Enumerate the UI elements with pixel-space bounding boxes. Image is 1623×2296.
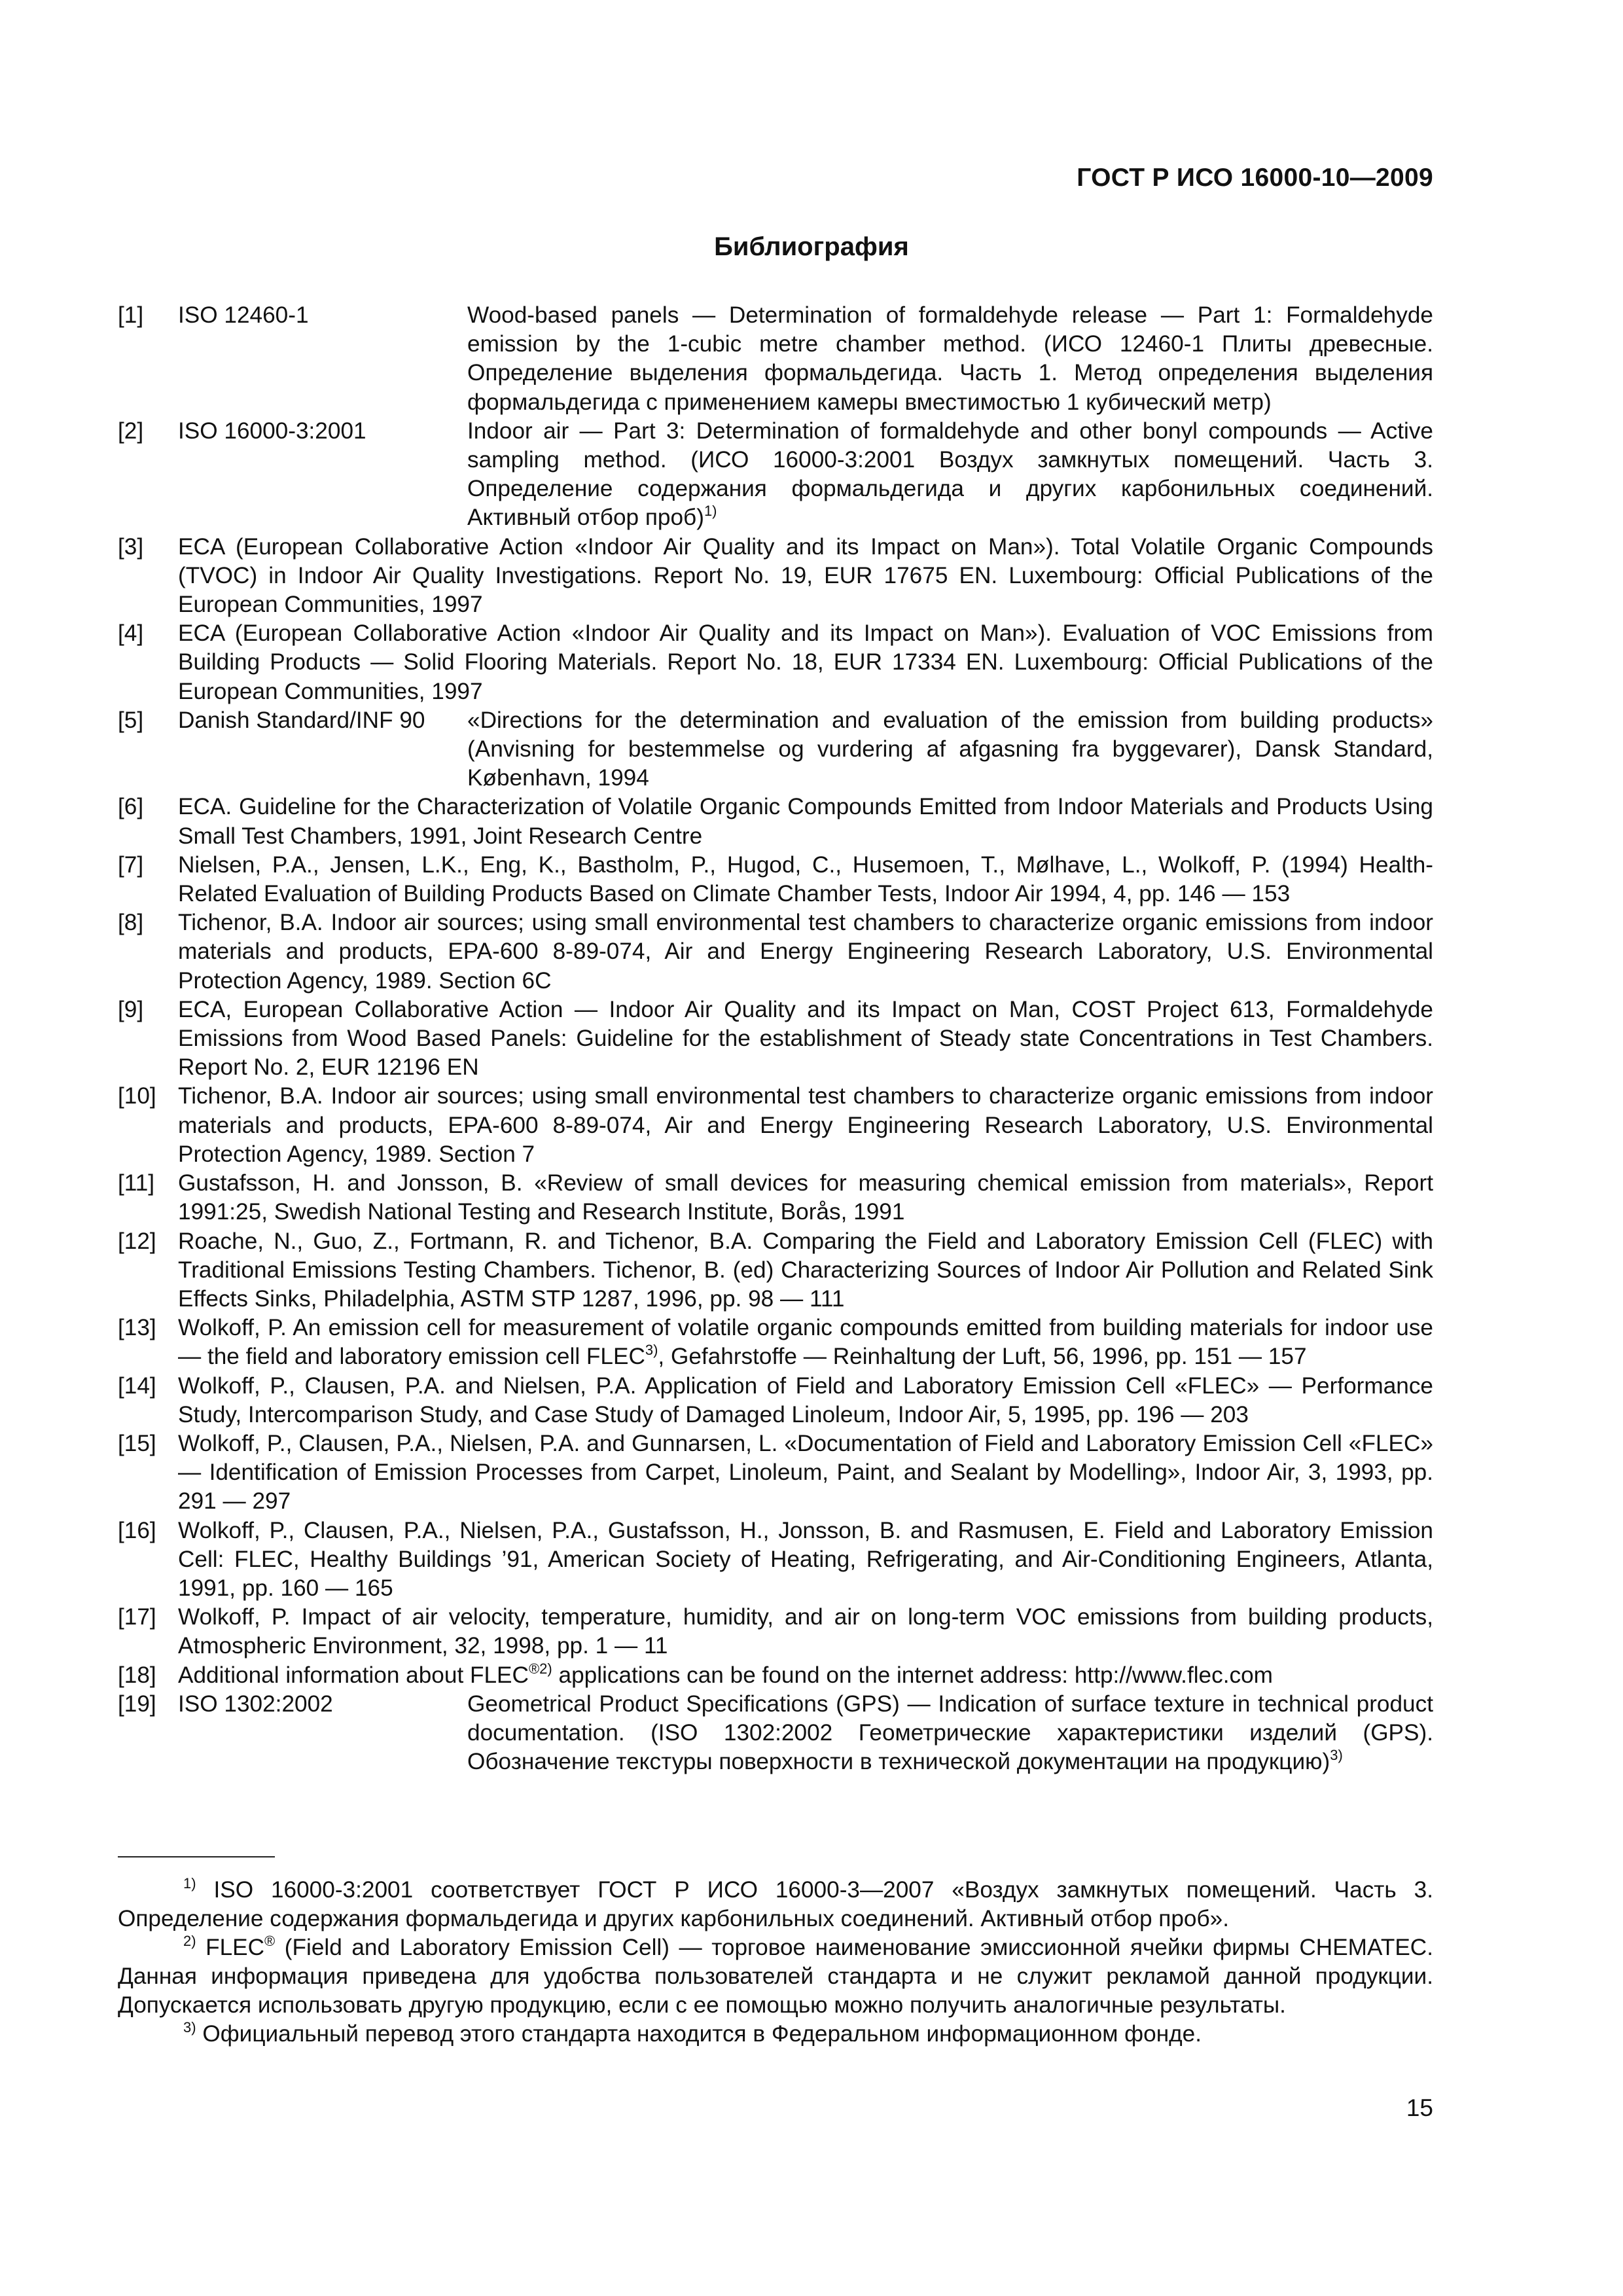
footnote-text: ISO 16000-3:2001 соответствует ГОСТ Р ИСО 16000-3—2007 «Воздух замкнутых помещений. Часть 3. Определение содержания формальдегида и других карбонильных соединений. Активный отбор проб». — [118, 1877, 1433, 1931]
entry-text: Wood-based panels — Determination of formaldehyde release — Part 1: Formaldehyde emission by the 1-cubic metre chamber method. (ИСО 12460-1 Плиты древесные. Определение выделения формальдегида. Часть 1. Метод определения выделения формальдегида с применением камеры вместимостью 1 кубический метр) — [467, 302, 1433, 415]
entry-number: [15] — [118, 1430, 156, 1456]
entry-number: [12] — [118, 1228, 156, 1254]
entry-text: Additional information about FLEC — [178, 1662, 529, 1688]
entry-number: [9] — [118, 996, 144, 1022]
entry-code: ISO 16000-3:2001 — [178, 418, 366, 444]
entry-text: Nielsen, P.A., Jensen, L.K., Eng, K., Bastholm, P., Hugod, C., Husemoen, T., Mølhave, L., Wolkoff, P. (1994) Health-Related Evaluation of Building Products Based on Climate Chamber Tests, Indoor Air 1994, 4, pp. 146 — 153 — [178, 852, 1433, 907]
entry-text: Gustafsson, H. and Jonsson, B. «Review of small devices for measuring chemical emission from materials», Report 1991:25, Swedish National Testing and Research Institute, Borås, 1991 — [178, 1170, 1433, 1225]
entry-text-continued: , Gefahrstoffe — Reinhaltung der Luft, 56, 1996, pp. 151 — 157 — [658, 1344, 1307, 1370]
entry-text: Roache, N., Guo, Z., Fortmann, R. and Tichenor, B.A. Comparing the Field and Laboratory Emission Cell (FLEC) with Traditional Emissions Testing Chambers. Tichenor, B. (ed) Characterizing Sources of Indoor Air Pollution and Related Sink Effects Sinks, Philadelphia, ASTM STP 1287, 1996, pp. 98 — 111 — [178, 1228, 1433, 1312]
bibliography-entry — [118, 996, 1433, 1083]
entry-text-wrapper — [178, 1314, 1433, 1371]
footnote-text: FLEC — [196, 1935, 265, 1960]
bibliography-entry — [118, 301, 1433, 417]
entry-text: Wolkoff, P., Clausen, P.A., Nielsen, P.A. and Gunnarsen, L. «Documentation of Field and Laboratory Emission Cell «FLEC» — Identification of Emission Processes from Carpet, Linoleum, Paint, and Sealant by Modelling», Indoor Air, 3, 1993, pp. 291 — 297 — [178, 1430, 1433, 1515]
bibliography-entry — [118, 1169, 1433, 1227]
entry-text: Tichenor, B.A. Indoor air sources; using small environmental test chambers to characterize organic emissions from indoor materials and products, EPA-600 8-89-074, Air and Energy Engineering Research Laboratory, U.S. Environmental Protection Agency, 1989. Section 7 — [178, 1083, 1433, 1167]
entry-text: Wolkoff, P., Clausen, P.A. and Nielsen, P.A. Application of Field and Laboratory Emission Cell «FLEC» — Performance Study, Intercomparison Study, and Case Study of Damaged Linoleum, Indoor Air, 5, 1995, pp. 196 — 203 — [178, 1372, 1433, 1427]
footnote-mark: 1) — [183, 1875, 196, 1892]
entry-body — [178, 706, 1433, 793]
document-code: ГОСТ Р ИСО 16000-10—2009 — [1077, 164, 1433, 192]
entry-number: [11] — [118, 1170, 155, 1196]
entry-number: [18] — [118, 1662, 156, 1688]
bibliography-entry — [118, 851, 1433, 908]
entry-code: ISO 12460-1 — [178, 302, 309, 328]
footnote-reference: 3) — [645, 1342, 658, 1359]
entry-number: [17] — [118, 1604, 156, 1630]
entry-text: Tichenor, B.A. Indoor air sources; using small environmental test chambers to characterize organic emissions from indoor materials and products, EPA-600 8-89-074, Air and Energy Engineering Research Laboratory, U.S. Environmental Protection Agency, 1989. Section 6C — [178, 910, 1433, 994]
page-number: 15 — [1406, 2094, 1433, 2121]
registered-mark: ® — [264, 1933, 276, 1949]
entry-text: ECA. Guideline for the Characterization of Volatile Organic Compounds Emitted from Indoor Materials and Products Using Small Test Chambers, 1991, Joint Research Centre — [178, 794, 1433, 849]
trademark-footnote-reference: ®2) — [528, 1660, 552, 1677]
bibliography-entry — [118, 1372, 1433, 1429]
bibliography-entry — [118, 1314, 1433, 1371]
bibliography-entry — [118, 1429, 1433, 1516]
bibliography-entry — [118, 793, 1433, 850]
footnote — [118, 1933, 1433, 2020]
entry-body — [178, 1690, 1433, 1777]
entry-text: Indoor air — Part 3: Determination of formaldehyde and other bonyl compounds — Active sampling method. (ИСО 16000-3:2001 Воздух замкнутых помещений. Часть 3. Определение содержания формальдегида и других карбонильных соединений. Активный отбор проб) — [467, 418, 1433, 531]
bibliography-entry — [118, 1082, 1433, 1169]
entry-number: [8] — [118, 910, 144, 936]
bibliography-entry — [118, 619, 1433, 706]
entry-number: [2] — [118, 418, 144, 444]
entry-code: ISO 1302:2002 — [178, 1691, 333, 1717]
entry-text: ECA, European Collaborative Action — Indoor Air Quality and its Impact on Man, COST Project 613, Formaldehyde Emissions from Wood Based Panels: Guideline for the establishment of Steady state Concentrations in Test Chambers. Report No. 2, EUR 12196 EN — [178, 996, 1433, 1081]
bibliography-entry — [118, 417, 1433, 533]
footnote-mark: 2) — [183, 1933, 196, 1949]
entry-number: [10] — [118, 1083, 156, 1109]
entry-text-wrapper — [467, 1690, 1433, 1777]
entry-text: Wolkoff, P., Clausen, P.A., Nielsen, P.A., Gustafsson, H., Jonsson, B. and Rasmusen, E. Field and Laboratory Emission Cell: FLEC, Healthy Buildings ’91, American Society of Heating, Refrigerating, and Air-Conditioning Engineers, Atlanta, 1991, pp. 160 — 165 — [178, 1517, 1433, 1601]
bibliography-entry — [118, 1661, 1433, 1690]
bibliography-entry — [118, 908, 1433, 996]
bibliography-entry — [118, 533, 1433, 620]
entry-number: [14] — [118, 1372, 156, 1399]
entry-text: Wolkoff, P. Impact of air velocity, temperature, humidity, and air on long-term VOC emissions from building products, Atmospheric Environment, 32, 1998, pp. 1 — 11 — [178, 1604, 1433, 1659]
entry-number: [6] — [118, 794, 144, 820]
footnote-reference: 1) — [704, 503, 717, 520]
entry-number: [7] — [118, 852, 144, 878]
entry-text: ECA (European Collaborative Action «Indoor Air Quality and its Impact on Man»). Total Volatile Organic Compounds (TVOC) in Indoor Air Quality Investigations. Report No. 19, EUR 17675 EN. Luxembourg: Official Publications of the European Communities, 1997 — [178, 533, 1433, 618]
entry-text-wrapper — [467, 417, 1433, 533]
bibliography-entry — [118, 1690, 1433, 1777]
bibliography-entry — [118, 1227, 1433, 1314]
entry-body — [178, 301, 1433, 417]
bibliography-entry — [118, 706, 1433, 793]
entry-text: Geometrical Product Specifications (GPS) — Indication of surface texture in technical product documentation. (ISO 1302:2002 Геометрические характеристики изделий (GPS). Обозначение текстуры поверхности в технической документации на продукцию) — [467, 1691, 1433, 1775]
entry-number: [5] — [118, 707, 144, 733]
section-title: Библиография — [714, 232, 909, 261]
entry-number: [16] — [118, 1517, 156, 1543]
bibliography-list — [118, 301, 1433, 1776]
footnotes — [118, 1876, 1433, 2049]
entry-number: [4] — [118, 620, 144, 647]
entry-text-continued: applications can be found on the internet address: http://www.flec.com — [552, 1662, 1273, 1688]
footnote — [118, 2020, 1433, 2049]
footnote-text: Официальный перевод этого стандарта находится в Федеральном информационном фонде. — [196, 2021, 1202, 2047]
footnote — [118, 1876, 1433, 1933]
footnote-separator — [118, 1856, 275, 1857]
footnote-text-continued: (Field and Laboratory Emission Cell) — торговое наименование эмиссионной ячейки фирмы CHEMATEC. Данная информация приведена для удобства пользователей стандарта и не служит рекламой данной продукции. Допускается использовать другую продукцию, если с ее помощью можно получить аналогичные результаты. — [118, 1935, 1433, 2018]
entry-number: [13] — [118, 1315, 156, 1341]
entry-text: Wolkoff, P. An emission cell for measurement of volatile organic compounds emitted from building materials for indoor use — the field and laboratory emission cell FLEC — [178, 1315, 1433, 1370]
footnote-reference: 3) — [1330, 1747, 1343, 1764]
entry-text: ECA (European Collaborative Action «Indoor Air Quality and its Impact on Man»). Evaluation of VOC Emissions from Building Products — Solid Flooring Materials. Report No. 18, EUR 17334 EN. Luxembourg: Official Publications of the European Communities, 1997 — [178, 620, 1433, 704]
bibliography-entry — [118, 1516, 1433, 1604]
entry-number: [19] — [118, 1691, 156, 1717]
entry-text: «Directions for the determination and evaluation of the emission from building products» (Anvisning for bestemmelse og vurdering af afgasning fra byggevarer), Dansk Standard, København, 1994 — [467, 707, 1433, 791]
entry-number: [1] — [118, 302, 144, 328]
entry-text-wrapper — [178, 1661, 1433, 1690]
bibliography-entry — [118, 1603, 1433, 1660]
entry-body — [178, 417, 1433, 533]
footnote-mark: 3) — [183, 2019, 196, 2036]
entry-code: Danish Standard/INF 90 — [178, 707, 425, 733]
entry-number: [3] — [118, 533, 144, 560]
